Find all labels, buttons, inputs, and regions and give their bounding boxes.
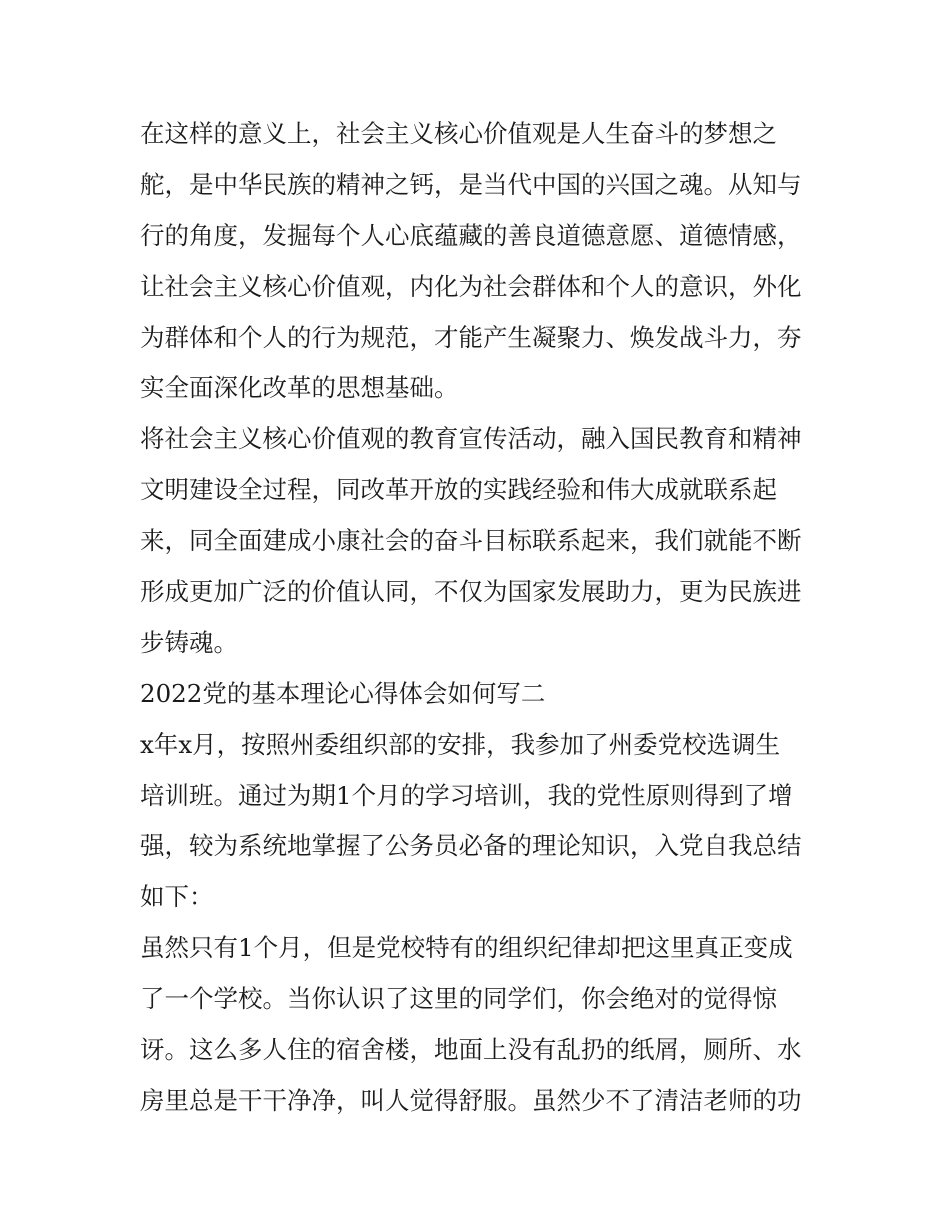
text-line: 为群体和个人的行为规范，才能产生凝聚力、焕发战斗力，夯 [140,322,802,352]
text-line: 行的角度，发掘每个人心底蕴藏的善良道德意愿、道德情感， [140,220,802,250]
text-line: 虽然只有1个月，但是党校特有的组织纪律却把这里真正变成 [140,933,793,963]
text-line: 在这样的意义上，社会主义核心价值观是人生奋斗的梦想之 [140,119,777,148]
text-line: x年x月，按照州委组织部的安排，我参加了州委党校选调生 [140,729,781,759]
text-line: 形成更加广泛的价值认同，不仅为国家发展助力，更为民族进 [140,577,802,607]
document-body [140,109,820,1127]
section-heading [140,669,820,720]
text-line: 房里总是干干净净，叫人觉得舒服。虽然少不了清洁老师的功 [140,1085,802,1115]
text-line: 强，较为系统地掌握了公务员必备的理论知识，入党自我总结 [140,831,802,861]
paragraph-1 [140,109,820,414]
text-line: 培训班。通过为期1个月的学习培训，我的党性原则得到了增 [140,780,793,810]
heading-line: 2022党的基本理论心得体会如何写二 [140,678,546,708]
text-line: 将社会主义核心价值观的教育宣传活动，融入国民教育和精神 [140,424,802,454]
text-line: 了一个学校。当你认识了这里的同学们，你会绝对的觉得惊 [140,984,777,1014]
text-line: 文明建设全过程，同改革开放的实践经验和伟大成就联系起 [140,475,777,505]
text-line: 舵，是中华民族的精神之钙，是当代中国的兴国之魂。从知与 [140,169,802,199]
paragraph-3 [140,720,820,924]
paragraph-4 [140,923,820,1127]
text-line: 讶。这么多人住的宿舍楼，地面上没有乱扔的纸屑，厕所、水 [140,1035,802,1065]
text-line: 步铸魂。 [140,627,238,657]
text-line: 让社会主义核心价值观，内化为社会群体和个人的意识，外化 [140,271,802,301]
text-line: 实全面深化改革的思想基础。 [140,373,459,403]
paragraph-2 [140,414,820,668]
text-line: 如下： [140,882,214,912]
text-line: 来，同全面建成小康社会的奋斗目标联系起来，我们就能不断 [140,526,802,556]
